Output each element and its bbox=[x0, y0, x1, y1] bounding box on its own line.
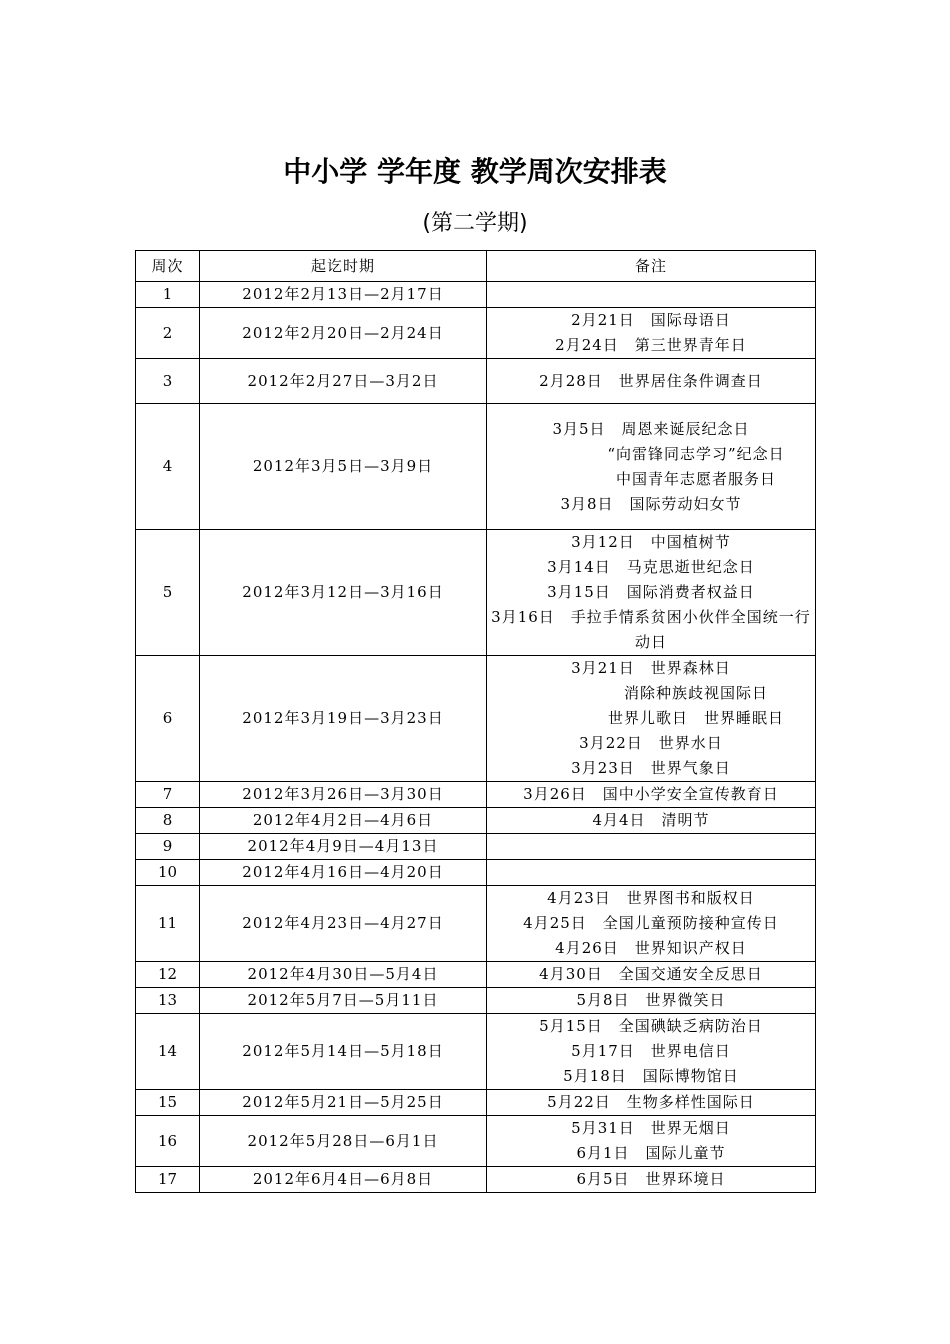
date-range-cell: 2012年4月16日—4月20日 bbox=[200, 860, 487, 886]
date-range-cell: 2012年2月20日—2月24日 bbox=[200, 308, 487, 359]
table-row bbox=[136, 808, 816, 834]
notes-cell bbox=[487, 1167, 816, 1193]
week-number-cell: 5 bbox=[136, 530, 200, 656]
notes-cell bbox=[487, 1090, 816, 1116]
note-line: 3月5日 周恩来诞辰纪念日 bbox=[552, 419, 750, 438]
note-line: 3月14日 马克思逝世纪念日 bbox=[547, 558, 755, 576]
note-line: 2月21日 国际母语日 bbox=[571, 311, 731, 329]
date-range-cell: 2012年4月30日—5月4日 bbox=[200, 962, 487, 988]
table-row bbox=[136, 404, 816, 530]
date-range-cell: 2012年5月14日—5月18日 bbox=[200, 1014, 487, 1090]
note-line: 4月30日 全国交通安全反思日 bbox=[539, 965, 763, 983]
table-row bbox=[136, 656, 816, 782]
table-body bbox=[136, 282, 816, 1193]
note-line: 消除种族歧视国际日 bbox=[623, 684, 768, 702]
note-line: 4月4日 清明节 bbox=[592, 811, 710, 829]
notes-cell bbox=[487, 1014, 816, 1090]
date-range-cell: 2012年2月27日—3月2日 bbox=[200, 359, 487, 404]
week-number-cell: 12 bbox=[136, 962, 200, 988]
date-range-cell: 2012年5月21日—5月25日 bbox=[200, 1090, 487, 1116]
note-line: 3月21日 世界森林日 bbox=[571, 659, 731, 677]
page-subtitle: (第二学期) bbox=[422, 211, 528, 236]
note-line: 5月15日 全国碘缺乏病防治日 bbox=[539, 1017, 763, 1035]
notes-cell bbox=[487, 808, 816, 834]
table-row bbox=[136, 308, 816, 359]
week-number-cell: 14 bbox=[136, 1014, 200, 1090]
week-number-cell: 9 bbox=[136, 834, 200, 860]
note-line: 5月22日 生物多样性国际日 bbox=[547, 1093, 755, 1111]
note-line: “向雷锋同志学习”纪念日 bbox=[607, 444, 785, 463]
date-range-cell: 2012年3月19日—3月23日 bbox=[200, 656, 487, 782]
table-row bbox=[136, 530, 816, 656]
table-header-row bbox=[136, 251, 816, 282]
note-line: 世界儿歌日 世界睡眠日 bbox=[607, 709, 784, 727]
note-line: 3月15日 国际消费者权益日 bbox=[547, 583, 755, 601]
week-number-cell: 11 bbox=[136, 886, 200, 962]
date-range-cell: 2012年5月7日—5月11日 bbox=[200, 988, 487, 1014]
note-line: 3月22日 世界水日 bbox=[579, 734, 723, 752]
note-line: 3月8日 国际劳动妇女节 bbox=[560, 494, 742, 513]
date-range-cell: 2012年3月5日—3月9日 bbox=[200, 404, 487, 530]
table-row bbox=[136, 860, 816, 886]
notes-cell bbox=[487, 834, 816, 860]
schedule-table bbox=[135, 250, 816, 1193]
note-line: 4月26日 世界知识产权日 bbox=[555, 939, 747, 957]
note-line: 4月25日 全国儿童预防接种宣传日 bbox=[523, 914, 779, 932]
notes-cell bbox=[487, 1116, 816, 1167]
date-range-cell: 2012年3月26日—3月30日 bbox=[200, 782, 487, 808]
week-number-cell: 4 bbox=[136, 404, 200, 530]
notes-cell bbox=[487, 308, 816, 359]
note-line: 中国青年志愿者服务日 bbox=[615, 469, 776, 488]
date-range-cell: 2012年5月28日—6月1日 bbox=[200, 1116, 487, 1167]
week-number-cell: 3 bbox=[136, 359, 200, 404]
note-line: 6月5日 世界环境日 bbox=[576, 1170, 726, 1188]
date-range-cell: 2012年6月4日—6月8日 bbox=[200, 1167, 487, 1193]
note-line: 3月23日 世界气象日 bbox=[571, 759, 731, 777]
notes-cell bbox=[487, 988, 816, 1014]
table-row bbox=[136, 359, 816, 404]
notes-cell bbox=[487, 860, 816, 886]
table-row bbox=[136, 834, 816, 860]
date-range-cell: 2012年4月23日—4月27日 bbox=[200, 886, 487, 962]
notes-cell bbox=[487, 886, 816, 962]
date-range-cell: 2012年2月13日—2月17日 bbox=[200, 282, 487, 308]
header-date-range: 起讫时期 bbox=[200, 251, 487, 282]
note-line: 3月16日 手拉手情系贫困小伙伴全国统一行动日 bbox=[491, 608, 811, 651]
table-row bbox=[136, 1014, 816, 1090]
notes-cell bbox=[487, 530, 816, 656]
notes-cell bbox=[487, 656, 816, 782]
date-range-cell: 2012年3月12日—3月16日 bbox=[200, 530, 487, 656]
note-line: 3月12日 中国植树节 bbox=[571, 533, 731, 551]
note-line: 2月24日 第三世界青年日 bbox=[555, 336, 747, 354]
header-week: 周次 bbox=[136, 251, 200, 282]
week-number-cell: 15 bbox=[136, 1090, 200, 1116]
note-line: 2月28日 世界居住条件调查日 bbox=[539, 371, 763, 390]
table-row bbox=[136, 782, 816, 808]
note-line: 4月23日 世界图书和版权日 bbox=[547, 889, 755, 907]
notes-cell bbox=[487, 282, 816, 308]
table-row bbox=[136, 886, 816, 962]
notes-cell bbox=[487, 359, 816, 404]
week-number-cell: 1 bbox=[136, 282, 200, 308]
date-range-cell: 2012年4月2日—4月6日 bbox=[200, 808, 487, 834]
note-line: 6月1日 国际儿童节 bbox=[576, 1144, 726, 1162]
week-number-cell: 10 bbox=[136, 860, 200, 886]
header-notes: 备注 bbox=[487, 251, 816, 282]
note-line: 5月8日 世界微笑日 bbox=[576, 991, 726, 1009]
table-row bbox=[136, 1167, 816, 1193]
date-range-cell: 2012年4月9日—4月13日 bbox=[200, 834, 487, 860]
week-number-cell: 16 bbox=[136, 1116, 200, 1167]
table-row bbox=[136, 988, 816, 1014]
week-number-cell: 8 bbox=[136, 808, 200, 834]
week-number-cell: 2 bbox=[136, 308, 200, 359]
table-row bbox=[136, 962, 816, 988]
week-number-cell: 7 bbox=[136, 782, 200, 808]
note-line: 5月31日 世界无烟日 bbox=[571, 1119, 731, 1137]
note-line: 5月17日 世界电信日 bbox=[571, 1042, 731, 1060]
table-row bbox=[136, 1090, 816, 1116]
table-row bbox=[136, 1116, 816, 1167]
notes-cell bbox=[487, 962, 816, 988]
notes-cell bbox=[487, 782, 816, 808]
note-line: 5月18日 国际博物馆日 bbox=[563, 1067, 739, 1085]
week-number-cell: 13 bbox=[136, 988, 200, 1014]
note-line: 3月26日 国中小学安全宣传教育日 bbox=[523, 785, 779, 803]
week-number-cell: 6 bbox=[136, 656, 200, 782]
page-title: 中小学 学年度 教学周次安排表 bbox=[283, 155, 667, 188]
notes-cell bbox=[487, 404, 816, 530]
table-row bbox=[136, 282, 816, 308]
week-number-cell: 17 bbox=[136, 1167, 200, 1193]
